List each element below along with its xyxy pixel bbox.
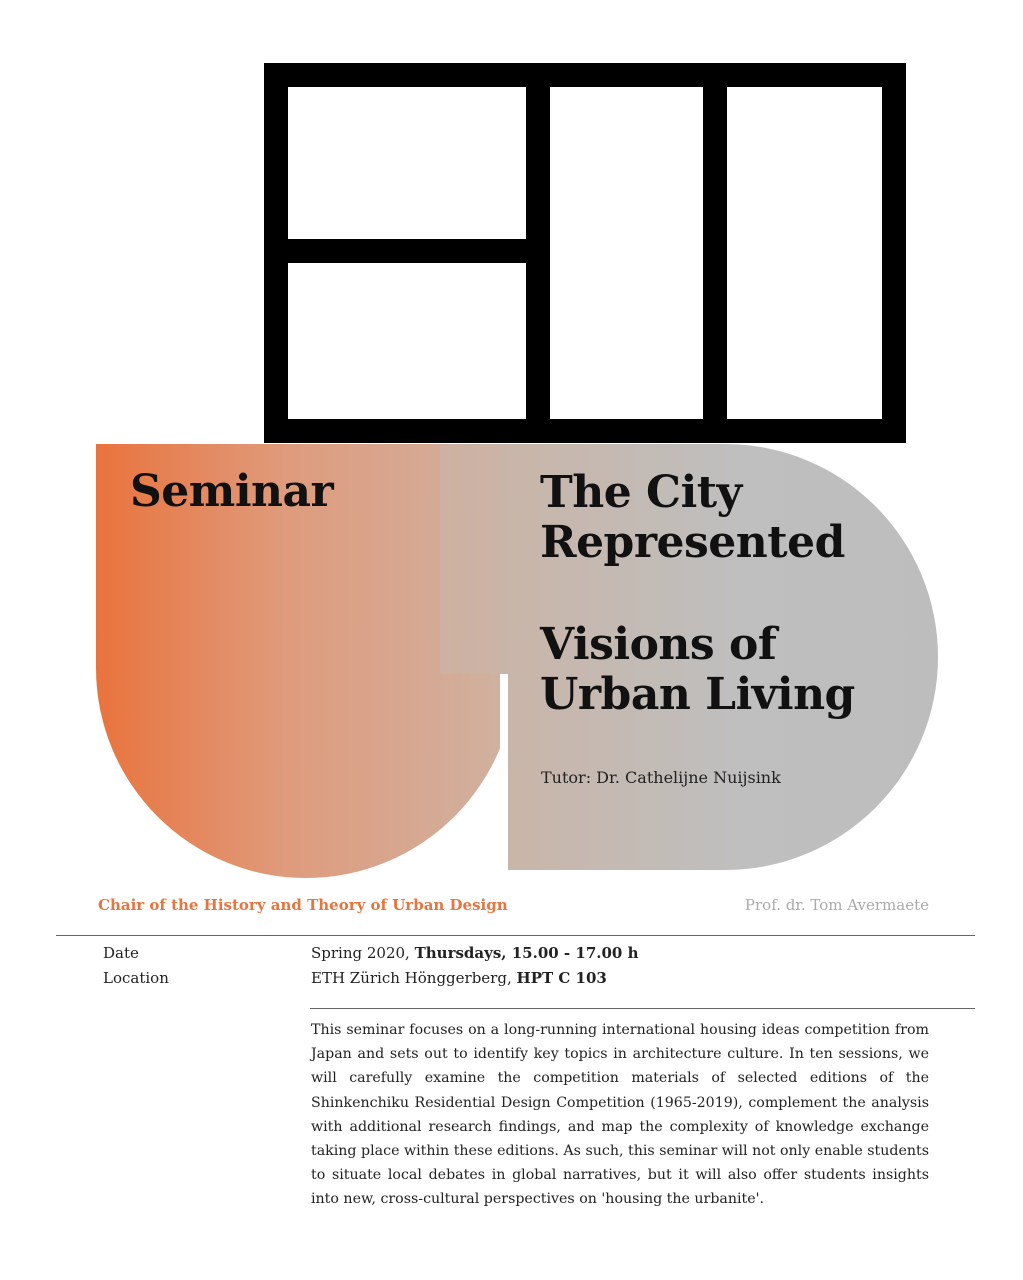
date-value: [311, 944, 638, 962]
subtitle-line-2: Urban Living: [540, 669, 855, 720]
seminar-label: Seminar: [130, 466, 334, 517]
frame-pane: [288, 263, 526, 419]
date-value-bold: Thursdays, 15.00 - 17.00 h: [414, 944, 639, 962]
date-value-plain: Spring 2020,: [311, 944, 410, 962]
subtitle-line-1: Visions of: [540, 619, 777, 670]
poster-subtitle: [540, 620, 920, 720]
seminar-description: This seminar focuses on a long-running international housing ideas competition from Japan and sets out to identify key topics in architecture culture. In ten sessions, we will carefully examine the competition materials of selected editions of the Shinkenchiku Residential Design Competition (1965-2019), complement the analysis with additional research findings, and map the complexity of knowledge exchange taking place within these editions. As such, this seminar will not only enable students to situate local debates in global narratives, but it will also offer students insights into new, cross-cultural perspectives on 'housing the urbanite'.: [311, 1022, 929, 1208]
divider: [56, 935, 975, 936]
frame-pane: [550, 87, 703, 419]
poster-title: [540, 468, 920, 568]
window-frame-graphic: [264, 63, 906, 443]
frame-pane: [727, 87, 882, 419]
title-line-2: Represented: [540, 517, 845, 568]
location-value-plain: ETH Zürich Hönggerberg,: [311, 969, 512, 987]
professor-name: Prof. dr. Tom Avermaete: [744, 896, 929, 914]
shape-gap: [500, 674, 508, 884]
location-value-bold: HPT C 103: [516, 969, 607, 987]
divider: [310, 1008, 975, 1009]
location-value: [311, 969, 607, 987]
date-label: Date: [103, 944, 139, 962]
location-label: Location: [103, 969, 169, 987]
frame-pane: [288, 87, 526, 239]
tutor-credit: Tutor: Dr. Cathelijne Nuijsink: [541, 768, 781, 787]
chair-name: Chair of the History and Theory of Urban Design: [98, 896, 508, 914]
title-line-1: The City: [540, 467, 742, 518]
